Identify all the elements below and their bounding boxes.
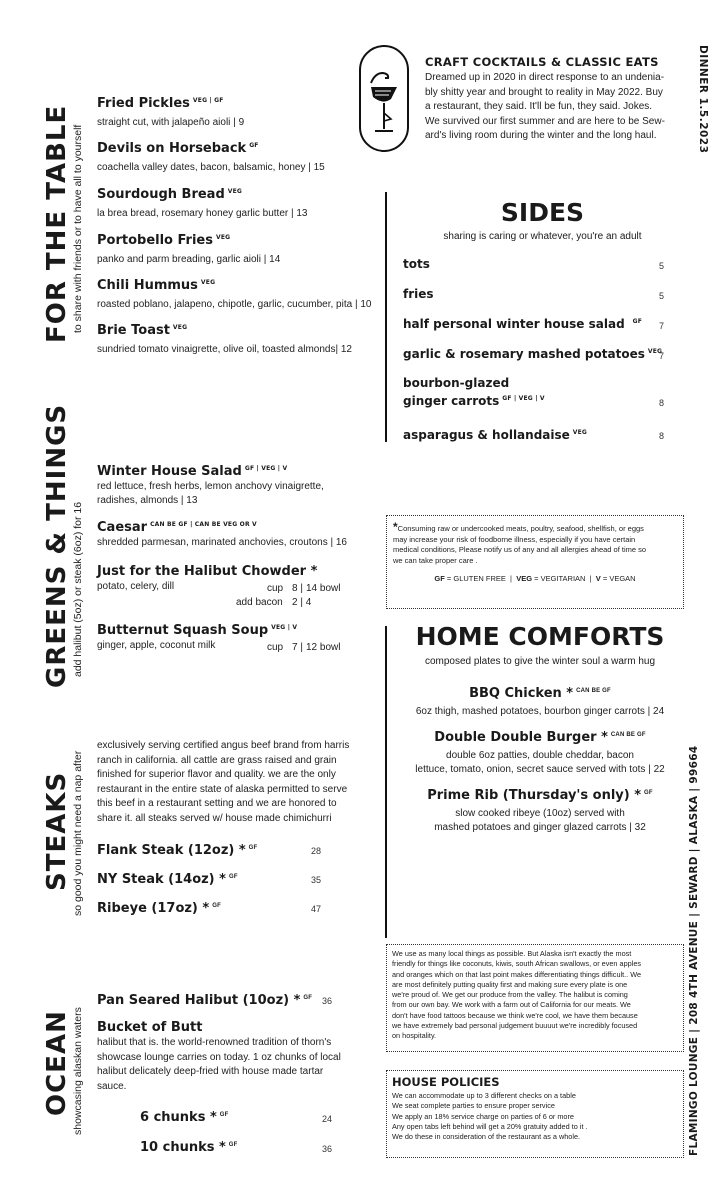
item-desc: ginger, apple, coconut milk [97, 640, 216, 651]
diet-tag: GF [644, 790, 653, 796]
cup-price: 8 | [292, 583, 303, 594]
menu-item [97, 141, 371, 187]
section-subtitle: showcasing alaskan waters [72, 1007, 84, 1135]
diet-tag: VEG [172, 324, 188, 331]
item-desc: panko and parm breading, garlic aioli | 14 [97, 254, 281, 265]
desc-line: showcase lounge carries on today. 1 oz chunks of local [97, 1051, 341, 1063]
diet-tag: GF [248, 845, 258, 851]
item-name: Bucket of Butt [97, 1020, 203, 1035]
policy-line: We can accommodate up to 3 different checks on a table [392, 1091, 576, 1100]
sourcing-line: we have extremely bad personal judgement buuuut we're incredibly focused [392, 1021, 638, 1031]
intro-line: restaurant in the entire state of alaska permitted to serve [97, 783, 348, 795]
item-desc: la brea bread, rosemary honey garlic butter | 13 [97, 208, 308, 219]
story-line: ard's living room during the winter and the long haul. [425, 130, 657, 141]
item-name: Brie Toast [97, 323, 170, 338]
house-policies-title: HOUSE POLICIES [392, 1075, 500, 1089]
policy-line: We do these in consideration of the restaurant as a whole. [392, 1132, 581, 1142]
diet-tag: VEG [647, 348, 663, 355]
item-desc: double 6oz patties, double cheddar, bacon [446, 750, 634, 761]
warning-line: we can take proper care . [393, 555, 478, 565]
item-name: Devils on Horseback [97, 141, 247, 156]
sides-subtitle: sharing is caring or whatever, you're an adult [443, 231, 642, 242]
steaks-intro [97, 739, 349, 826]
sourcing-line: are most definitely putting quality first and making sure every plate is one [392, 979, 628, 989]
home-comforts-subtitle: composed plates to give the winter soul a warm hug [424, 656, 656, 667]
steak-item [97, 841, 257, 859]
diet-tag: GF [212, 903, 221, 909]
diet-tag: GF [228, 1142, 238, 1148]
warning-text [393, 522, 677, 566]
header-title: CRAFT COCKTAILS & CLASSIC EATS [425, 55, 659, 69]
item-name: Pan Seared Halibut (10oz) * [97, 993, 301, 1008]
menu-item [97, 323, 371, 368]
cup-price: 7 | [292, 642, 303, 653]
side-price: 8 [659, 431, 665, 441]
item-desc: red lettuce, fresh herbs, lemon anchovy vinaigrette, [97, 481, 324, 492]
item-name: 6 chunks * [140, 1110, 217, 1125]
menu-item [97, 564, 377, 623]
section-title-for-the-table: FOR THE TABLE [42, 104, 72, 343]
side-price: 5 [659, 261, 665, 271]
section-subtitle: to share with friends or to have all to yourself [72, 124, 84, 333]
diet-tag: CAN BE GF [576, 688, 611, 694]
item-name: Double Double Burger * [434, 730, 608, 745]
diet-tag: VEG | V [271, 624, 298, 631]
diet-tag: VEG | GF [192, 97, 224, 104]
side-item-name [403, 428, 587, 442]
menu-item [97, 187, 371, 233]
side-item-name [403, 347, 665, 361]
legend-veg-text: = VEGITARIAN [534, 574, 586, 583]
diet-tag: GF [228, 874, 238, 880]
diet-tag: VEG [200, 279, 216, 286]
item-name: Caesar [97, 520, 148, 535]
item-name: 10 chunks * [140, 1140, 226, 1155]
add-on-label: add bacon [236, 597, 283, 608]
diet-legend: GF = GLUTEN FREE | VEG = VEGITARIAN | V = VEGAN [434, 574, 636, 583]
menu-date: DINNER 1.5.2023 [697, 45, 709, 154]
item-name: Flank Steak (12oz) * [97, 843, 246, 858]
sourcing-line: friendly for things like coconuts, kiwis, south African swallows, or even apples [392, 959, 642, 969]
home-comforts-title: HOME COMFORTS [415, 622, 665, 651]
warning-line [393, 522, 677, 535]
diet-tag: GF [303, 995, 313, 1001]
item-price: 36 [322, 1144, 333, 1154]
intro-line: exclusively serving certified angus beef brand from harris [97, 740, 350, 751]
chunks-item [140, 1138, 238, 1156]
story-line: We survived our first summer and are here to be Sew- [425, 115, 665, 127]
diet-tag: GF [249, 142, 259, 149]
item-name: Chili Hummus [97, 278, 198, 293]
item-name: Sourdough Bread [97, 187, 225, 202]
item-desc: lettuce, tomato, onion, secret sauce served with tots | 22 [415, 764, 665, 775]
diet-tag: GF | VEG | V [244, 465, 288, 472]
diet-tag: GF | VEG | V [502, 395, 545, 402]
warning-line: medical conditions, Please notify us of any and all allergies ahead of time so [393, 545, 647, 554]
diet-tag: GF [219, 1112, 229, 1118]
ocean-item-halibut [97, 991, 312, 1009]
policy-line: We seat complete parties to ensure proper service [392, 1101, 555, 1111]
side-price: 7 [659, 351, 665, 361]
side-item-name [403, 257, 430, 271]
side-price: 8 [659, 398, 665, 408]
diet-tag: CAN BE GF [610, 732, 646, 738]
side-name: garlic & rosemary mashed potatoes [403, 347, 645, 361]
for-the-table-items [97, 96, 371, 368]
menu-item [97, 520, 377, 564]
story-line: Dreamed up in 2020 in direct response to an undenia- [425, 72, 665, 83]
side-item-name: bourbon-glazed [403, 376, 510, 390]
allergy-warning-box [386, 515, 684, 609]
column-divider [385, 192, 387, 442]
story-line: a restaurant, they said. It'll be fun, they said. Jokes. [425, 101, 653, 112]
steak-item [97, 870, 238, 888]
item-desc: 6oz thigh, mashed potatoes, bourbon ginger carrots | 24 [415, 706, 665, 717]
menu-item [97, 623, 377, 653]
diet-tag: CAN BE GF | CAN BE VEG OR V [150, 521, 257, 528]
side-name: half personal winter house salad [403, 317, 625, 331]
desc-line: sauce. [97, 1080, 127, 1092]
side-name: asparagus & hollandaise [403, 428, 570, 442]
sourcing-statement-box [386, 944, 684, 1052]
greens-items [97, 464, 377, 653]
item-name: BBQ Chicken * [469, 686, 574, 701]
sourcing-line: on hospitality. [392, 1031, 437, 1041]
item-desc: mashed potatoes and ginger glazed carrots | 32 [434, 822, 646, 833]
house-policies-box [386, 1070, 684, 1158]
legend-v-text: = VEGAN [602, 574, 636, 583]
menu-item [97, 464, 377, 520]
section-subtitle: so good you might need a nap after [72, 750, 84, 916]
item-desc: shredded parmesan, marinated anchovies, croutons | 16 [97, 537, 347, 548]
sourcing-line: don't have food tattoos because we think we're cool, we have them because [392, 1010, 638, 1020]
item-name: Ribeye (17oz) * [97, 901, 210, 916]
home-item [385, 684, 695, 719]
item-desc: radishes, almonds | 13 [97, 495, 198, 506]
header-story [425, 71, 665, 144]
item-desc: slow cooked ribeye (10oz) served with [455, 808, 625, 819]
diet-tag: VEG [215, 234, 231, 241]
section-title-ocean: OCEAN [42, 1010, 72, 1116]
warning-line-text: Consuming raw or undercooked meats, poultry, seafood, shellfish, or eggs [397, 524, 644, 533]
item-desc: roasted poblano, jalapeno, chipotle, garlic, cucumber, pita | 10 [97, 299, 372, 310]
column-divider [385, 626, 387, 938]
section-subtitle: add halibut (5oz) or steak (6oz) for 16 [72, 501, 84, 677]
home-item [385, 786, 695, 835]
side-price: 5 [659, 291, 665, 301]
asterisk: * [393, 520, 398, 534]
item-name: Portobello Fries [97, 233, 213, 248]
item-price: 47 [311, 904, 322, 914]
menu-item [97, 96, 371, 141]
cup-label: cup [267, 642, 284, 653]
intro-line: ranch in california. all cattle are grass raised and grain [97, 754, 337, 766]
bowl-price: 14 bowl [306, 583, 341, 594]
sourcing-line: and oranges which on that last point makes differentiating things difficult.. We [392, 969, 642, 979]
item-name: NY Steak (14oz) * [97, 872, 226, 887]
item-name: Prime Rib (Thursday's only) * [427, 788, 642, 803]
intro-line: share it. all steaks served w/ house made chimichurri [97, 812, 332, 824]
side-item-name [403, 317, 642, 331]
legend-veg: VEG [516, 574, 533, 583]
side-name: ginger carrots [403, 394, 500, 408]
cup-label: cup [267, 583, 284, 594]
diet-tag: VEG [227, 188, 243, 195]
policies-text [392, 1091, 678, 1142]
section-title-steaks: STEAKS [42, 771, 72, 891]
legend-v: V [595, 574, 601, 583]
item-name: Winter House Salad [97, 464, 242, 479]
chunks-item [140, 1108, 228, 1126]
side-item-name [403, 394, 545, 408]
intro-line: this beef in a restaurant setting and we are honored to [97, 798, 337, 809]
sourcing-line: we're proud of. We get our produce from the valley. The halibut is coming [392, 990, 628, 1000]
desc-line: halibut that is. the world-renowned tradition of thorn's [97, 1037, 332, 1048]
story-line: bly shitty year and brought to reality in May 2022. Buy [425, 86, 663, 98]
sourcing-line: from our own bay. We work with a farm out of California for our meats. We [392, 1000, 631, 1010]
side-name: tots [403, 257, 430, 271]
intro-line: finished for superior flavor and quality. we are the only [97, 769, 336, 780]
item-desc: straight cut, with jalapeño aioli | 9 [97, 117, 245, 128]
bowl-price: 12 bowl [306, 642, 341, 653]
item-price: 35 [311, 875, 322, 885]
legend-gf-text: = GLUTEN FREE [446, 574, 506, 583]
menu-item [97, 233, 371, 278]
side-item-name [403, 287, 434, 301]
item-name: Just for the Halibut Chowder * [97, 564, 318, 579]
sourcing-text [392, 949, 678, 1042]
item-desc: coachella valley dates, bacon, balsamic, honey | 15 [97, 162, 325, 173]
item-desc: potato, celery, dill [97, 581, 175, 592]
policy-line: Any open tabs left behind will get a 20% gratuity added to it . [392, 1121, 588, 1131]
item-desc: sundried tomato vinaigrette, olive oil, toasted almonds| 12 [97, 344, 352, 355]
home-item [385, 728, 695, 777]
steak-item [97, 899, 221, 917]
item-name: Butternut Squash Soup [97, 623, 269, 638]
address-footer: FLAMINGO LOUNGE | 208 4TH AVENUE | SEWARD | ALASKA | 99664 [688, 745, 700, 1156]
diet-tag: GF [632, 318, 643, 325]
item-name: Fried Pickles [97, 96, 190, 111]
bucket-desc [97, 1036, 341, 1094]
add-on-price: 2 | 4 [292, 597, 312, 608]
item-price: 24 [322, 1114, 333, 1124]
side-name: fries [403, 287, 434, 301]
warning-line: may increase your risk of foodborne illness, especially if you have certain [393, 534, 636, 544]
section-title-greens: GREENS & THINGS [42, 403, 72, 688]
menu-item [97, 278, 371, 323]
diet-tag: VEG [572, 429, 588, 436]
sourcing-line: We use as many local things as possible. But Alaska isn't exactly the most [392, 949, 632, 958]
desc-line: halibut delicately deep-fried with house made tartar [97, 1066, 324, 1077]
legend-gf: GF [434, 574, 445, 583]
item-price: 36 [322, 996, 333, 1006]
sides-title: SIDES [500, 198, 585, 227]
side-price: 7 [659, 321, 665, 331]
item-price: 28 [311, 846, 322, 856]
policy-line: We apply an 18% service charge on parties of 6 or more [392, 1111, 574, 1121]
